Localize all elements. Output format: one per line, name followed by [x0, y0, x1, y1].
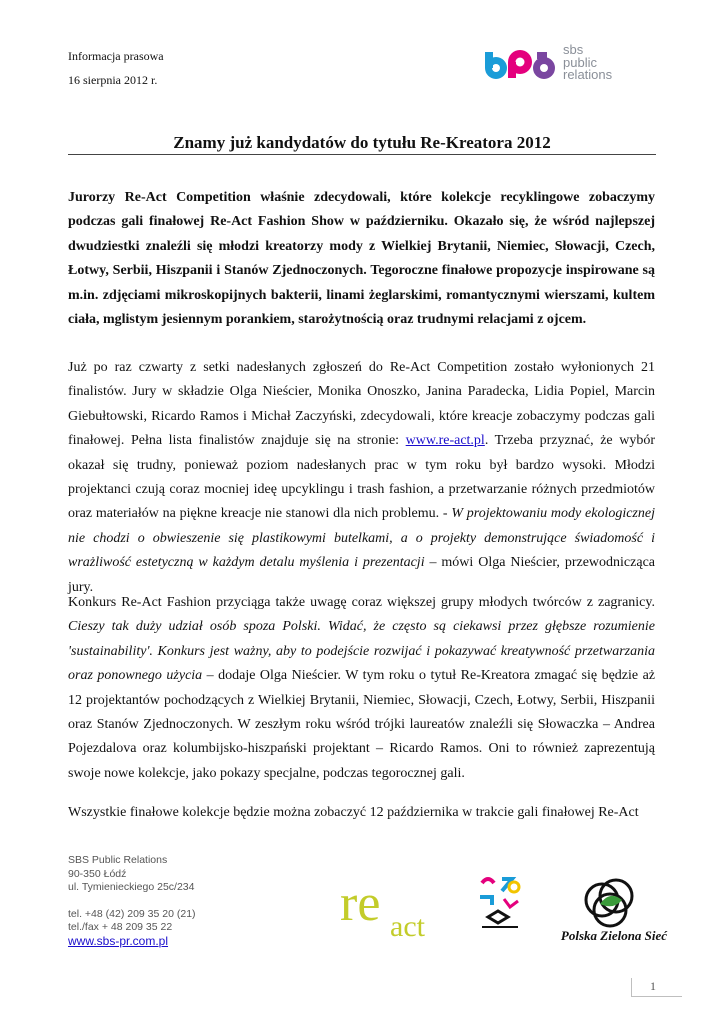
- footer-fax: tel./fax + 48 209 35 22: [68, 921, 173, 933]
- footer-website-link[interactable]: www.sbs-pr.com.pl: [68, 933, 169, 948]
- react-logo-act: act: [390, 910, 425, 940]
- page-number-box: [631, 978, 682, 997]
- react-website-link[interactable]: www.re-act.pl: [405, 433, 485, 449]
- page-title: Znamy już kandydatów do tytułu Re-Kreatora 2012: [173, 133, 551, 152]
- body-paragraph-4: Wszystkie finałowe kolekcje będzie można zobaczyć 12 października w trakcie gali finałowej Re-Act: [68, 805, 639, 820]
- participation-quote: Cieszy tak duży udział osób spoza Polski. Widać, że często są ciekawsi przez głębsze rozumienie 'sustainability'. Konkurs jest ważny, aby to podejście rozwijać i pokazywać kreatywność przetwarzania oraz ponownego użycia: [68, 619, 655, 684]
- sbs-logo-text: sbs public relations: [563, 42, 613, 82]
- lead-paragraph: Jurorzy Re-Act Competition właśnie zdecydowali, które kolekcje recyklingowe zobaczymy podczas gali finałowej Re-Act Fashion Show w październiku. Okazało się, że wśród najlepszej dwudziestki znaleźli się młodzi kreatorzy mody z Wielkiej Brytanii, Niemiec, Słowacji, Czech, Łotwy, Serbii, Hiszpanii i Stanów Zjednoczonych. Tegoroczne finałowe propozycje inspirowane są m.in. zdjęciami mikroskopijnych bakterii, linami żeglarskimi, romantycznymi wierszami, kultem ciała, mglistym jesiennym porankiem, starożytnością oraz trudnymi relacjami z ojcem.: [68, 190, 655, 328]
- jury-quote: W projektowaniu mody ekologicznej nie chodzi o obwieszenie się plastikowymi butelkami, a o projekty demonstrujące świadomość i wrażliwość estetyczną w każdym detalu myślenia i prezentacji: [68, 506, 655, 571]
- footer-company: SBS Public Relations: [68, 854, 168, 866]
- react-logo-re: re: [340, 875, 381, 932]
- title-divider: [68, 154, 656, 155]
- colorful-figure-logo: [474, 873, 526, 937]
- footer-street: ul. Tymienieckiego 25c/234: [68, 881, 195, 893]
- pzs-logo-label: Polska Zielona Sieć: [560, 928, 668, 943]
- body-paragraph-3: Konkurs Re-Act Fashion przyciąga także uwagę coraz większej grupy młodych twórców z zagranicy. Cieszy tak duży udział osób spoza Polski. Widać, że często są ciekawsi przez głębsze rozumienie 'sustainability'. Konkurs jest ważny, aby to podejście rozwijać i pokazywać kreatywność przetwarzania oraz ponownego użycia – dodaje Olga Nieścier. W tym roku o tytuł Re-Kreatora zmagać się będzie aż 12 projektantów pochodzących z Wielkiej Brytanii, Niemiec, Słowacji, Czech, Łotwy, Serbii, Hiszpanii oraz Stanów Zjednoczonych. W zeszłym roku wśród trójki laureatów znaleźli się Słowaczka – Andrea Pojezdalova oraz kolumbijsko-hiszpański projektant – Ricardo Ramos. Oni to również zaprezentują swoje nowe kolekcje, jako pokazy specjalne, podczas tegorocznej gali.: [68, 595, 655, 781]
- react-logo: [338, 874, 448, 940]
- footer-contact: [68, 854, 196, 948]
- document-type: Informacja prasowa: [68, 49, 164, 63]
- document-date: 16 sierpnia 2012 r.: [68, 73, 158, 87]
- body-paragraph-2: Już po raz czwarty z setki nadesłanych zgłoszeń do Re-Act Competition zostało wyłonionych 21 finalistów. Jury w składzie Olga Nieścier, Monika Onoszko, Janina Paradecka, Lidia Popiel, Marcin Giebułtowski, Ricardo Ramos i Michał Zaczyński, zdecydowali, które kreacje zobaczymy podczas gali finałowej. Pełna lista finalistów znajduje się na stronie: www.re-act.pl. Trzeba przyznać, że wybór okazał się trudny, ponieważ poziom nadesłanych prac w tym roku był bardzo wysoki. Młodzi projektanci czują coraz mocniej ideę upcyklingu i trash fashion, a przetwarzanie różnych przedmiotów oraz materiałów na piękne kreacje nie stanowi dla nich problemu. - W projektowaniu mody ekologicznej nie chodzi o obwieszenie się plastikowymi butelkami, a o projekty demonstrujące świadomość i wrażliwość estetyczną w każdym detalu myślenia i prezentacji – mówi Olga Nieścier, przewodnicząca jury.: [68, 360, 655, 595]
- footer-city: 90-350 Łódź: [68, 867, 127, 880]
- page-number: 1: [650, 979, 656, 993]
- footer-tel: tel. +48 (42) 209 35 20 (21): [68, 907, 196, 920]
